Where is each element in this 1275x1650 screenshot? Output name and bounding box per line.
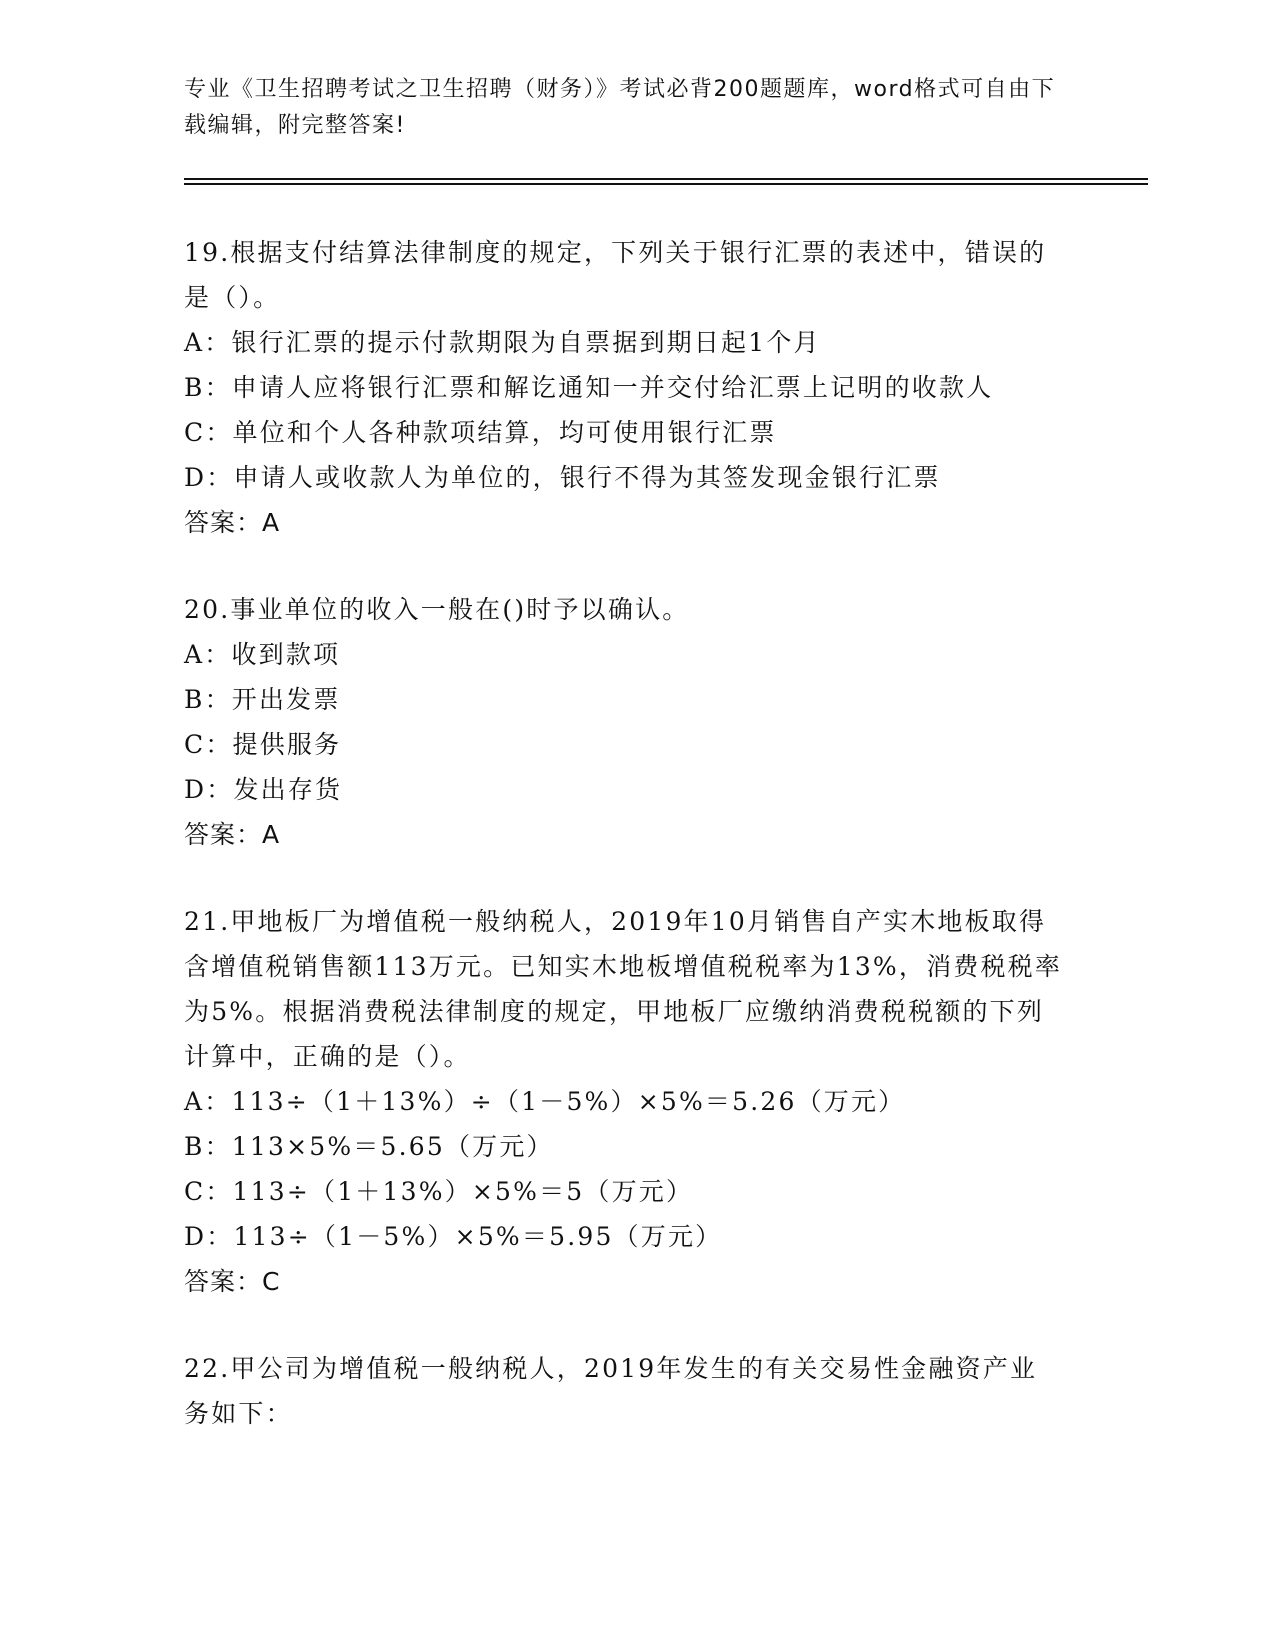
header-divider-bottom bbox=[184, 183, 1148, 185]
answer-label: 答案：A bbox=[184, 820, 281, 849]
header-divider-top bbox=[184, 178, 1148, 180]
question-stem: 20.事业单位的收入一般在()时予以确认。 bbox=[184, 595, 690, 624]
question-stem: 21.甲地板厂为增值税一般纳税人，2019年10月销售自产实木地板取得含增值税销售额113万元。已知实木地板增值税税率为13%，消费税税率为5%。根据消费税法律制度的规定，甲地板厂应缴纳消费税税额的下列计算中，正确的是（）。 bbox=[184, 907, 1063, 1071]
question-stem: 19.根据支付结算法律制度的规定，下列关于银行汇票的表述中，错误的是（）。 bbox=[184, 238, 1047, 312]
answer-label: 答案：C bbox=[184, 1267, 281, 1296]
option-c: C：提供服务 bbox=[184, 730, 342, 759]
option-d: D：发出存货 bbox=[184, 775, 343, 804]
question-22 bbox=[184, 1346, 1084, 1436]
option-b: B：开出发票 bbox=[184, 685, 341, 714]
answer-label: 答案：A bbox=[184, 508, 281, 537]
option-d: D：申请人或收款人为单位的，银行不得为其签发现金银行汇票 bbox=[184, 463, 941, 492]
option-a: A：收到款项 bbox=[184, 640, 341, 669]
question-list bbox=[184, 230, 1084, 1478]
option-b: B：113×5%＝5.65（万元） bbox=[184, 1132, 554, 1161]
question-20 bbox=[184, 587, 1084, 857]
option-d: D：113÷（1－5%）×5%＝5.95（万元） bbox=[184, 1222, 723, 1251]
option-c: C：单位和个人各种款项结算，均可使用银行汇票 bbox=[184, 418, 777, 447]
document-header: 专业《卫生招聘考试之卫生招聘（财务）》考试必背200题题库，word格式可自由下载编辑，附完整答案! bbox=[184, 77, 1056, 138]
question-stem: 22.甲公司为增值税一般纳税人，2019年发生的有关交易性金融资产业务如下： bbox=[184, 1354, 1038, 1428]
question-21 bbox=[184, 899, 1084, 1304]
option-c: C：113÷（1＋13%）×5%＝5（万元） bbox=[184, 1177, 694, 1206]
question-19 bbox=[184, 230, 1084, 545]
option-a: A：113÷（1＋13%）÷（1－5%）×5%＝5.26（万元） bbox=[184, 1087, 906, 1116]
option-a: A：银行汇票的提示付款期限为自票据到期日起1个月 bbox=[184, 328, 821, 357]
option-b: B：申请人应将银行汇票和解讫通知一并交付给汇票上记明的收款人 bbox=[184, 373, 994, 402]
